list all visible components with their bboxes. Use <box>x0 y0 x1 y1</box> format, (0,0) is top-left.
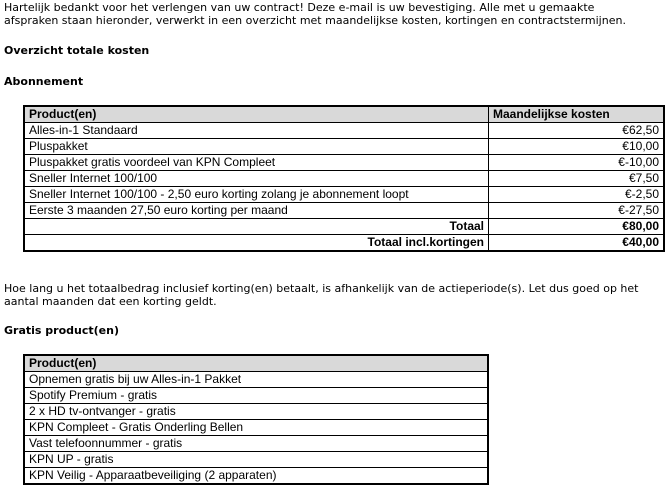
col-product-header: Product(en) <box>24 355 488 372</box>
product-cell: Pluspakket <box>24 139 489 155</box>
product-cell: Sneller Internet 100/100 - 2,50 euro korting zolang je abonnement loopt <box>24 187 489 203</box>
cost-cell: €7,50 <box>489 171 665 187</box>
table-row <box>24 203 664 219</box>
table-row <box>24 123 664 139</box>
col-cost-header: Maandelijkse kosten <box>489 106 665 123</box>
total-row <box>24 219 664 235</box>
total-value: €80,00 <box>489 219 665 235</box>
product-cell: Spotify Premium - gratis <box>24 388 488 404</box>
cost-cell: €-27,50 <box>489 203 665 219</box>
cost-cell: €10,00 <box>489 139 665 155</box>
cost-cell: €-10,00 <box>489 155 665 171</box>
total-incl-row <box>24 235 664 252</box>
product-cell: KPN Compleet - Gratis Onderling Bellen <box>24 420 488 436</box>
table-row <box>24 139 664 155</box>
free-products-title: Gratis product(en) <box>4 324 119 337</box>
table-row <box>24 388 488 404</box>
cost-cell: €-2,50 <box>489 187 665 203</box>
overview-title: Overzicht totale kosten <box>4 44 150 57</box>
free-products-table <box>23 354 489 485</box>
total-incl-value: €40,00 <box>489 235 665 252</box>
table-row <box>24 420 488 436</box>
product-cell: Pluspakket gratis voordeel van KPN Compleet <box>24 155 489 171</box>
table-row <box>24 171 664 187</box>
total-label: Totaal <box>24 219 489 235</box>
table-row <box>24 404 488 420</box>
product-cell: Eerste 3 maanden 27,50 euro korting per maand <box>24 203 489 219</box>
total-incl-label: Totaal incl.kortingen <box>24 235 489 252</box>
intro-text: Hartelijk bedankt voor het verlengen van uw contract! Deze e-mail is uw bevestiging. Alle met u gemaakte afspraken staan hieronder, verwerkt in een overzicht met maandelijkse kosten, kortingen en contractstermijnen. <box>4 1 626 27</box>
discount-note: Hoe lang u het totaalbedrag inclusief korting(en) betaalt, is afhankelijk van de actieperiode(s). Let dus goed op het aantal maanden dat een korting geldt. <box>4 282 639 308</box>
subscription-title: Abonnement <box>4 75 84 88</box>
table-row <box>24 372 488 388</box>
product-cell: KPN Veilig - Apparaatbeveiliging (2 apparaten) <box>24 468 488 485</box>
subscription-table <box>23 105 665 252</box>
table-header-row <box>24 355 488 372</box>
table-row <box>24 187 664 203</box>
table-row <box>24 468 488 485</box>
table-row <box>24 452 488 468</box>
product-cell: Alles-in-1 Standaard <box>24 123 489 139</box>
table-header-row <box>24 106 664 123</box>
product-cell: KPN UP - gratis <box>24 452 488 468</box>
table-row <box>24 436 488 452</box>
col-product-header: Product(en) <box>24 106 489 123</box>
product-cell: 2 x HD tv-ontvanger - gratis <box>24 404 488 420</box>
table-row <box>24 155 664 171</box>
cost-cell: €62,50 <box>489 123 665 139</box>
product-cell: Opnemen gratis bij uw Alles-in-1 Pakket <box>24 372 488 388</box>
product-cell: Vast telefoonnummer - gratis <box>24 436 488 452</box>
product-cell: Sneller Internet 100/100 <box>24 171 489 187</box>
